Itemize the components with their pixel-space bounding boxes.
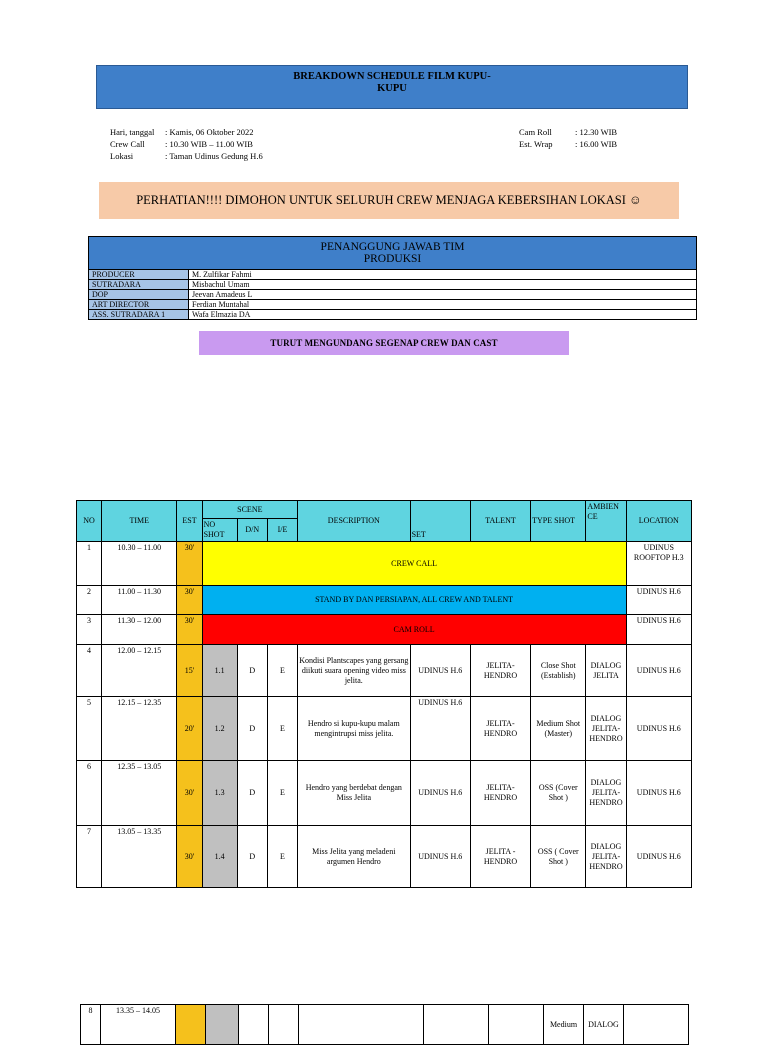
crew-row: SUTRADARA Misbachul Umam [89,280,697,290]
document-title: BREAKDOWN SCHEDULE FILM KUPU- KUPU [96,65,688,109]
info-right [519,126,649,150]
crew-responsibility-table [88,236,697,320]
col-set: SET [410,501,470,542]
col-scene: SCENE [202,501,297,519]
schedule-row: 2 11.00 – 11.30 30' STAND BY DAN PERSIAPAN, ALL CREW AND TALENT UDINUS H.6 [77,586,692,615]
banner-cam-roll: CAM ROLL [202,615,626,645]
info-row-date: Hari, tanggal : Kamis, 06 Oktober 2022 [110,127,254,137]
col-location: LOCATION [626,501,691,542]
schedule-table-continued [80,1004,689,1045]
col-ambience: AMBIEN CE [586,501,626,542]
col-type-shot: TYPE SHOT [531,501,586,542]
col-time: TIME [102,501,177,542]
smiley-icon: ☺ [629,193,642,207]
info-row-crew-call: Crew Call : 10.30 WIB – 11.00 WIB [110,139,253,149]
schedule-row: 1 10.30 – 11.00 30' CREW CALL UDINUS ROOFTOP H.3 [77,542,692,586]
col-ie: I/E [267,519,297,542]
crew-row: DOP Jeevan Amadeus L [89,290,697,300]
schedule-row: 8 13.35 – 14.05 Medium DIALOG [81,1005,689,1045]
crew-row: ASS. SUTRADARA 1 Wafa Elmazia DA [89,310,697,320]
crew-table-header: PENANGGUNG JAWAB TIM PRODUKSI [89,237,697,270]
schedule-row: 3 11.30 – 12.00 30' CAM ROLL UDINUS H.6 [77,615,692,645]
col-description: DESCRIPTION [298,501,411,542]
info-row-location: Lokasi : Taman Udinus Gedung H.6 [110,151,263,161]
col-dn: D/N [237,519,267,542]
col-est: EST [177,501,202,542]
col-no-shot: NO SHOT [202,519,237,542]
info-row-est-wrap: Est. Wrap : 16.00 WIB [519,139,618,149]
invitation-banner: TURUT MENGUNDANG SEGENAP CREW DAN CAST [199,331,569,355]
col-talent: TALENT [470,501,530,542]
col-no: NO [77,501,102,542]
crew-row: ART DIRECTOR Ferdian Muntahal [89,300,697,310]
info-left [110,126,370,162]
schedule-table [76,500,692,888]
schedule-row: 7 13.05 – 13.35 30' 1.4 D E Miss Jelita yang meladeni argumen Hendro UDINUS H.6 JELITA - HENDRO OSS ( Cover Shot ) DIALOG JELITA-HENDRO UDINUS H.6 [77,826,692,888]
schedule-row: 4 12.00 – 12.15 15' 1.1 D E Kondisi Plantscapes yang gersang diikuti suara opening video miss jelita. UDINUS H.6 JELITA-HENDRO Close Shot (Establish) DIALOG JELITA UDINUS H.6 [77,645,692,697]
schedule-row: 6 12.35 – 13.05 30' 1.3 D E Hendro yang berdebat dengan Miss Jelita UDINUS H.6 JELITA-HENDRO OSS (Cover Shot ) DIALOG JELITA-HENDRO UDINUS H.6 [77,761,692,826]
banner-stand-by: STAND BY DAN PERSIAPAN, ALL CREW AND TALENT [202,586,626,615]
crew-row: PRODUCER M. Zulfikar Fahmi [89,270,697,280]
info-row-cam-roll: Cam Roll : 12.30 WIB [519,127,618,137]
banner-crew-call: CREW CALL [202,542,626,586]
schedule-row: 5 12.15 – 12.35 20' 1.2 D E Hendro si kupu-kupu malam mengintrupsi miss jelita. UDINUS H.6 JELITA-HENDRO Medium Shot (Master) DIALOG JELITA-HENDRO UDINUS H.6 [77,697,692,761]
notice-banner: PERHATIAN!!!! DIMOHON UNTUK SELURUH CREW MENJAGA KEBERSIHAN LOKASI ☺ [99,182,679,219]
schedule-header-row [77,501,692,519]
